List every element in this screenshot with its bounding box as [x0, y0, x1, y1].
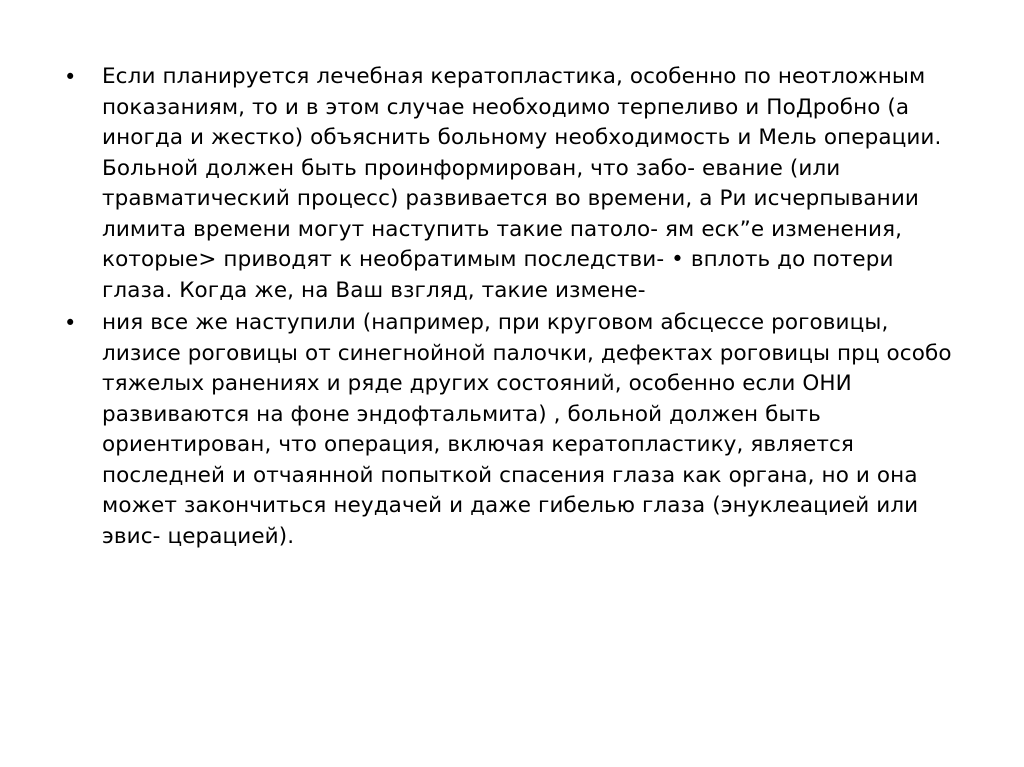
- paragraph-text-1: Если планируется лечебная кератопластика, особенно по неотложным показаниям, то и в этом случае необходимо терпеливо и ПоДробно (а иногда и жестко) объяснить больному необходимость и Мель операции. Больной должен быть проинформирован, что забо- евание (или травматический процесс) развивается во времени, а Ри исчерпывании лимита времени могут наступить такие патоло- ям еск”е изменения, которые> приводят к необратимым последстви- • вплоть до потери глаза. Когда же, на Ваш взгляд, такие измене-: [102, 64, 942, 303]
- list-item: [52, 62, 952, 306]
- list-item: [52, 308, 952, 552]
- slide-content: [52, 62, 952, 554]
- bullet-marker-icon: •: [64, 311, 77, 335]
- paragraph-text-2: ния все же наступили (например, при круговом абсцессе роговицы, лизисе роговицы от синегнойной палочки, дефектах роговицы прц особо тяжелых ранениях и ряде других состояний, особенно если ОНИ развиваются на фоне эндофтальмита) , больной должен быть ориентирован, что операция, включая кератопластику, является последней и отчаянной попыткой спасения глаза как органа, но и она может закончиться неудачей и даже гибелью глаза (энуклеацией или эвис- церацией).: [102, 310, 952, 549]
- bullet-marker-icon: •: [64, 65, 77, 89]
- bullet-list: [52, 62, 952, 552]
